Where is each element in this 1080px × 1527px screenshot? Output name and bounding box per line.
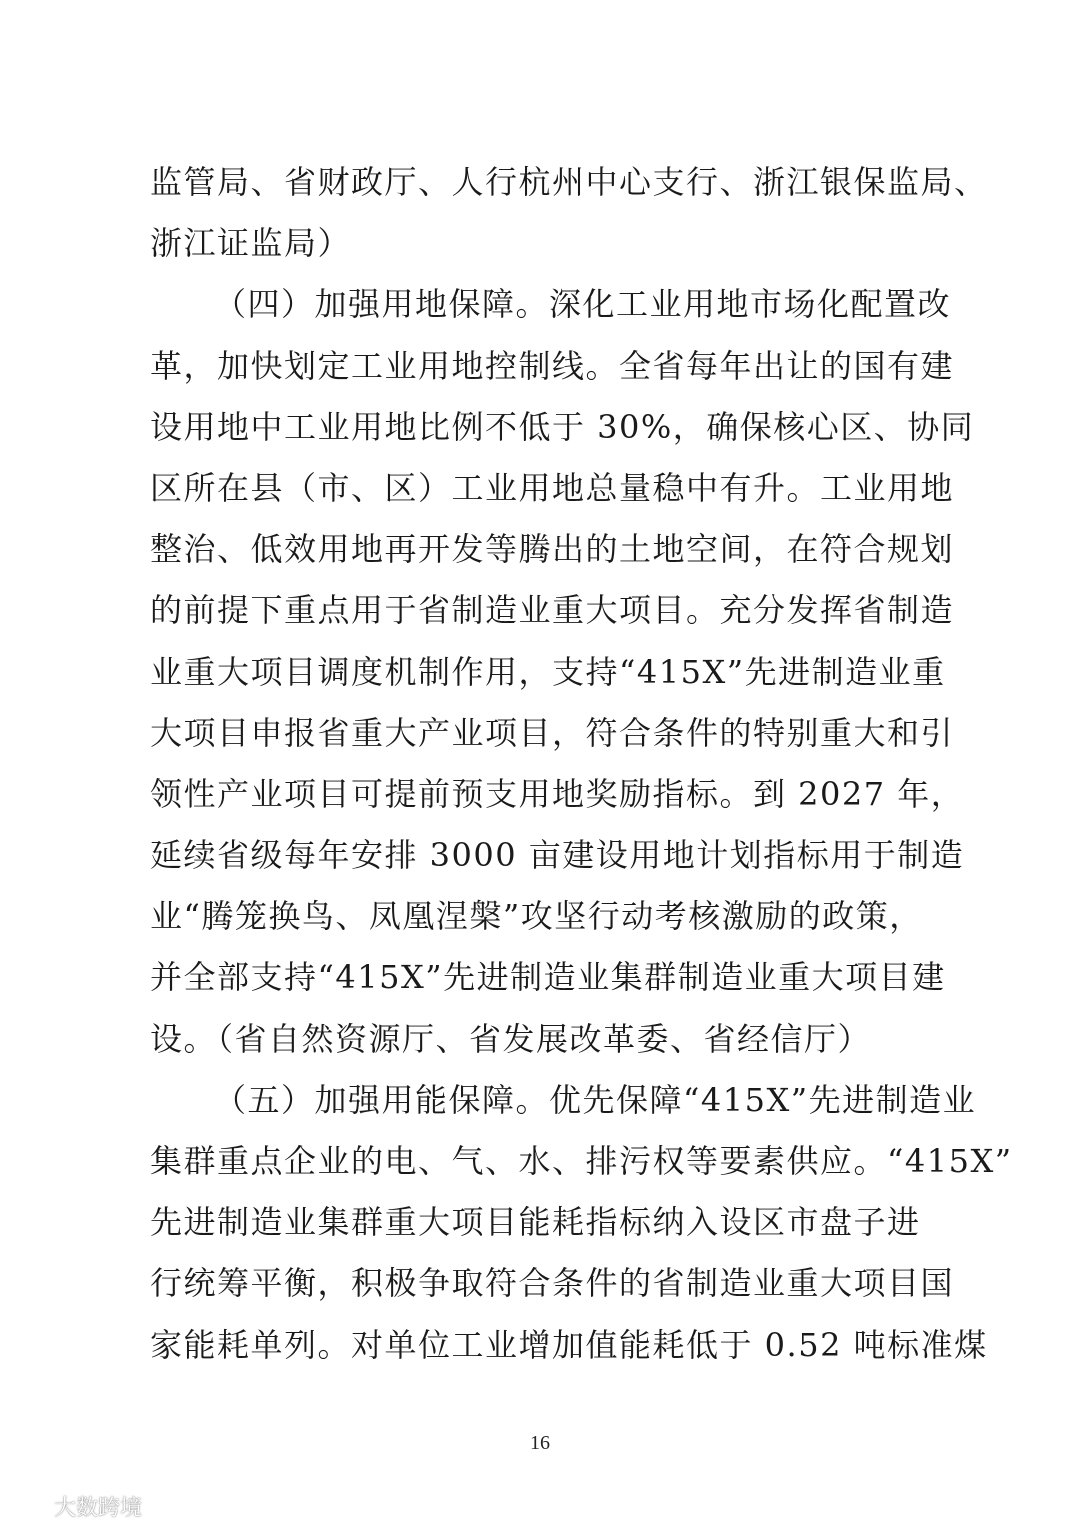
text-line: 浙江证监局）	[150, 224, 352, 263]
text-line: 集群重点企业的电、气、水、排污权等要素供应。“415X”	[150, 1142, 1013, 1180]
text-line: 区所在县（市、区）工业用地总量稳中有升。工业用地	[150, 468, 955, 507]
weibo-logo-icon	[8, 1494, 48, 1518]
watermark-text: 大数跨境	[54, 1495, 143, 1521]
text-line: 行统筹平衡，积极争取符合条件的省制造业重大项目国	[150, 1264, 955, 1303]
text-line: 设。（省自然资源厅、省发展改革委、省经信厅）	[150, 1019, 872, 1058]
text-line: 大项目申报省重大产业项目，符合条件的特别重大和引	[150, 713, 955, 752]
text-line: 领性产业项目可提前预支用地奖励指标。到 2027 年，	[150, 774, 965, 813]
text-line: 先进制造业集群重大项目能耗指标纳入设区市盘子进	[150, 1203, 921, 1242]
text-line: 监管局、省财政厅、人行杭州中心支行、浙江银保监局、	[150, 163, 988, 201]
text-line: 延续省级每年安排 3000 亩建设用地计划指标用于制造	[150, 836, 965, 875]
text-line: 设用地中工业用地比例不低于 30%，确保核心区、协同	[150, 407, 975, 446]
text-line: 革，加快划定工业用地控制线。全省每年出让的国有建	[150, 346, 955, 385]
text-line: 家能耗单列。对单位工业增加值能耗低于 0.52 吨标准煤	[150, 1325, 988, 1364]
text-line: 业“腾笼换鸟、凤凰涅槃”攻坚行动考核激励的政策，	[150, 897, 923, 936]
text-line: 的前提下重点用于省制造业重大项目。充分发挥省制造	[150, 591, 955, 630]
text-line: 整治、低效用地再开发等腾出的土地空间，在符合规划	[150, 530, 955, 569]
text-line: 业重大项目调度机制作用，支持“415X”先进制造业重	[150, 652, 946, 691]
text-line: 并全部支持“415X”先进制造业集群制造业重大项目建	[150, 958, 946, 997]
section-heading-line: （五）加强用能保障。优先保障“415X”先进制造业	[214, 1080, 977, 1119]
watermark	[8, 1490, 142, 1522]
page-number: 16	[530, 1432, 550, 1454]
section-heading-line: （四）加强用地保障。深化工业用地市场化配置改	[214, 285, 952, 324]
body-text	[150, 152, 1013, 1376]
